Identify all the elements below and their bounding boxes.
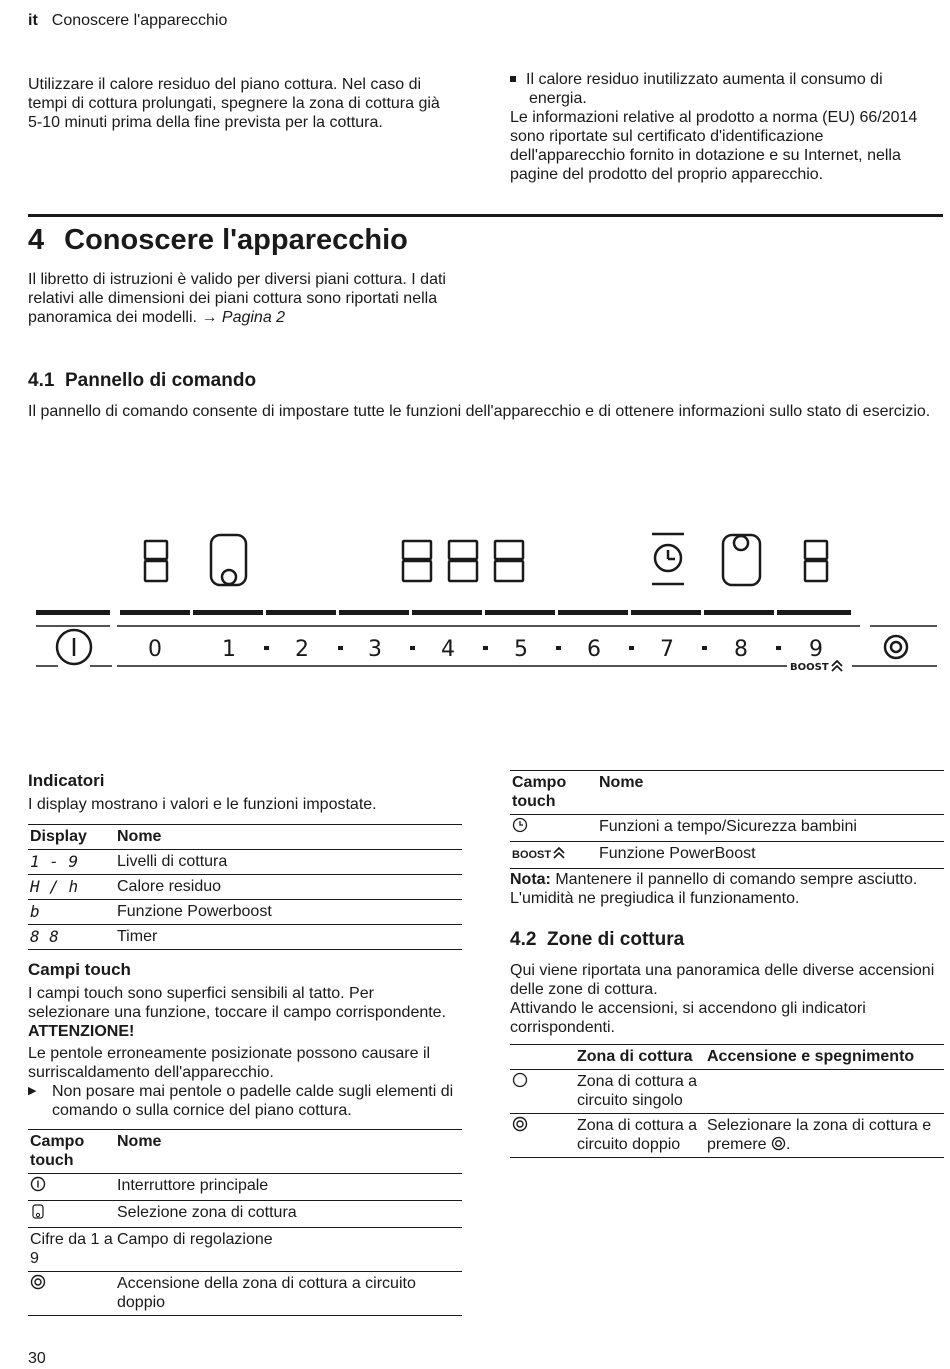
square-bullet-icon (510, 76, 516, 82)
section-title: Conoscere l'apparecchio (64, 224, 408, 256)
bullet-text: Il calore residuo inutilizzato aumenta il consumo di energia. (526, 71, 883, 107)
campi-heading: Campi touch (28, 960, 131, 979)
zones-text-1: Qui viene riportata una panoramica delle diverse accensioni delle zone di cottura. (510, 962, 935, 998)
action-cell (705, 1070, 944, 1114)
warning-text: Le pentole erroneamente posizionate possono causare il surriscaldamento dell'apparecchio. (28, 1045, 431, 1081)
header-title: Conoscere l'apparecchio (51, 12, 228, 29)
slider-bar (36, 610, 851, 615)
name-cell: Accensione della zona di cottura a circuito doppio (115, 1272, 462, 1316)
field-cell (510, 815, 597, 842)
digit-0: 0 (148, 637, 162, 662)
dual-circuit-icon (30, 1274, 46, 1290)
single-circuit-icon (512, 1072, 528, 1088)
section-intro (28, 270, 458, 327)
indicatori-heading: Indicatori (28, 771, 105, 790)
boost-chevron-icon (832, 661, 842, 671)
digit-1: 1 (222, 637, 236, 662)
boost-chevron-icon (553, 846, 565, 860)
language-code: it (28, 12, 38, 29)
display-cell: 8 8 (28, 925, 115, 950)
regulation-paragraph: Le informazioni relative al prodotto a norma (EU) 66/2014 sono riportate sul certificato d'identificazione dell'apparecchio fornito in dotazione e su Internet, nella pagine del prodotto del proprio apparecchio. (510, 109, 918, 183)
intro-right-block (510, 70, 935, 184)
dual-circuit-icon (512, 1116, 528, 1132)
zone-cell: Zona di cottura a circuito singolo (577, 1073, 698, 1109)
zone-cell: Zona di cottura a circuito doppio (575, 1114, 705, 1158)
col-accensione: Accensione e spegnimento (705, 1045, 944, 1070)
table-row (510, 842, 944, 869)
table-header-row (510, 1045, 944, 1070)
col-nome: Nome (597, 771, 944, 815)
arrow-icon: → (201, 309, 218, 326)
digit-3: 3 (368, 637, 382, 662)
right-digit-display-icon (805, 541, 827, 581)
field-cell (510, 842, 597, 869)
power-button-icon (57, 630, 91, 664)
subsection-title: Zone di cottura (546, 929, 685, 950)
table-row (510, 815, 944, 842)
section-heading (28, 223, 408, 257)
action-cell: Selezionare la zona di cottura e premere . (705, 1114, 944, 1158)
symbol-cell (510, 1070, 575, 1114)
note-label: Nota: (510, 871, 551, 888)
table-header-row (510, 771, 944, 815)
table-row (28, 1174, 462, 1201)
zone-selection-icon (211, 535, 246, 585)
digit-8: 8 (734, 637, 748, 662)
digit-6: 6 (587, 637, 601, 662)
digit-9: 9 (809, 637, 823, 662)
name-cell: Funzioni a tempo/Sicurezza bambini (599, 818, 857, 835)
page-reference-link[interactable]: Pagina 2 (221, 309, 286, 326)
table-header-row (28, 825, 462, 850)
action-text: Selezionare la zona di cottura e premere (707, 1117, 932, 1153)
table-header-row (28, 1130, 462, 1174)
field-cell (28, 1174, 115, 1201)
table-row (28, 1201, 462, 1228)
col-zona: Zona di cottura (575, 1045, 705, 1070)
campi-block (28, 984, 458, 1120)
table-row (510, 1114, 944, 1158)
subsection-title: Pannello di comando (64, 370, 257, 391)
zone-selection-icon (30, 1203, 46, 1219)
campi-text: I campi touch sono superfici sensibili al tatto. Per selezionare una funzione, toccare il campo corrispondente. (28, 985, 447, 1021)
name-cell: Campo di regolazione (115, 1228, 462, 1272)
subsection-number: 4.1 (28, 370, 55, 391)
page-number: 30 (28, 1350, 46, 1367)
control-panel-drawing (0, 520, 950, 680)
zone-indicator-icon (723, 535, 760, 585)
zone-selection-dot (222, 570, 236, 584)
name-cell: Calore residuo (115, 875, 462, 900)
boost-label: BOOST (512, 849, 552, 861)
control-panel-illustration (0, 520, 950, 680)
dual-circuit-icon (885, 636, 907, 658)
bullet-item (510, 70, 935, 108)
subsection-42-heading (510, 930, 684, 949)
running-header (28, 11, 227, 30)
warning-step (28, 1082, 458, 1120)
warning-step-text: Non posare mai pentole o padelle calde sugli elementi di comando o sulla cornice del piano cottura. (52, 1083, 454, 1119)
indicatori-text: I display mostrano i valori e le funzioni impostate. (28, 796, 377, 813)
timer-display-icon (403, 541, 523, 581)
zones-text-2: Attivando le accensioni, si accendono gli indicatori corrispondenti. (510, 1000, 866, 1036)
indicatori-table (28, 824, 462, 950)
name-cell: Interruttore principale (117, 1177, 269, 1194)
name-cell: Funzione Powerboost (115, 900, 462, 925)
field-cell (28, 1201, 115, 1228)
section-text: Il libretto di istruzioni è valido per diversi piani cottura. I dati relativi alle dimensioni dei piani cottura sono riportati nella panoramica dei modelli. (28, 271, 446, 326)
col-nome: Nome (115, 1130, 462, 1174)
col-display: Display (28, 825, 115, 850)
note-block (510, 870, 940, 908)
col-symbol (510, 1045, 575, 1070)
subsection-41-heading (28, 371, 256, 390)
col-campo: Campo touch (510, 771, 597, 815)
section-rule (28, 214, 943, 217)
name-cell: Timer (115, 925, 462, 950)
intro-left-paragraph: Utilizzare il calore residuo del piano cottura. Nel caso di tempi di cottura prolungati, spegnere la zona di cottura già 5-10 minuti prima della fine prevista per la cottura. (28, 76, 440, 131)
table-row (510, 1070, 944, 1114)
note-text: Mantenere il pannello di comando sempre asciutto. L'umidità ne pregiudica il funzionamento. (510, 871, 918, 907)
col-campo: Campo touch (28, 1130, 115, 1174)
symbol-cell (510, 1114, 575, 1158)
display-cell: 1 - 9 (30, 852, 79, 871)
digit-5: 5 (514, 637, 528, 662)
col-nome: Nome (115, 825, 462, 850)
subsection-number: 4.2 (510, 929, 537, 950)
step-arrow-icon: ▶ (28, 1085, 37, 1097)
display-cell: b (28, 900, 115, 925)
table-row (28, 900, 462, 925)
field-cell: Cifre da 1 a 9 (28, 1228, 115, 1272)
right-touch-table (510, 770, 944, 869)
name-cell: Selezione zona di cottura (115, 1201, 462, 1228)
name-cell: Livelli di cottura (117, 853, 228, 870)
display-cell: H / h (28, 875, 115, 900)
table-row (28, 1228, 462, 1272)
field-cell (28, 1272, 115, 1316)
boost-label: BOOST (790, 662, 829, 673)
table-row (28, 1272, 462, 1316)
name-cell: Funzione PowerBoost (597, 842, 944, 869)
subsection-41-text: Il pannello di comando consente di impostare tutte le funzioni dell'apparecchio e di ottenere informazioni sullo stato di esercizio. (28, 403, 931, 420)
subsection-42-text (510, 961, 940, 1037)
zones-table (510, 1044, 944, 1158)
table-row (28, 925, 462, 950)
campi-table (28, 1129, 462, 1316)
dual-circuit-icon (771, 1136, 786, 1151)
warning-label: ATTENZIONE! (28, 1023, 135, 1040)
power-level-display-icon (145, 541, 167, 581)
digit-7: 7 (660, 637, 674, 662)
clock-icon (512, 817, 528, 833)
digit-2: 2 (295, 637, 309, 662)
digit-4: 4 (441, 637, 455, 662)
table-row (28, 850, 462, 875)
section-number: 4 (28, 224, 45, 256)
power-button-icon (30, 1176, 46, 1192)
table-row (28, 875, 462, 900)
